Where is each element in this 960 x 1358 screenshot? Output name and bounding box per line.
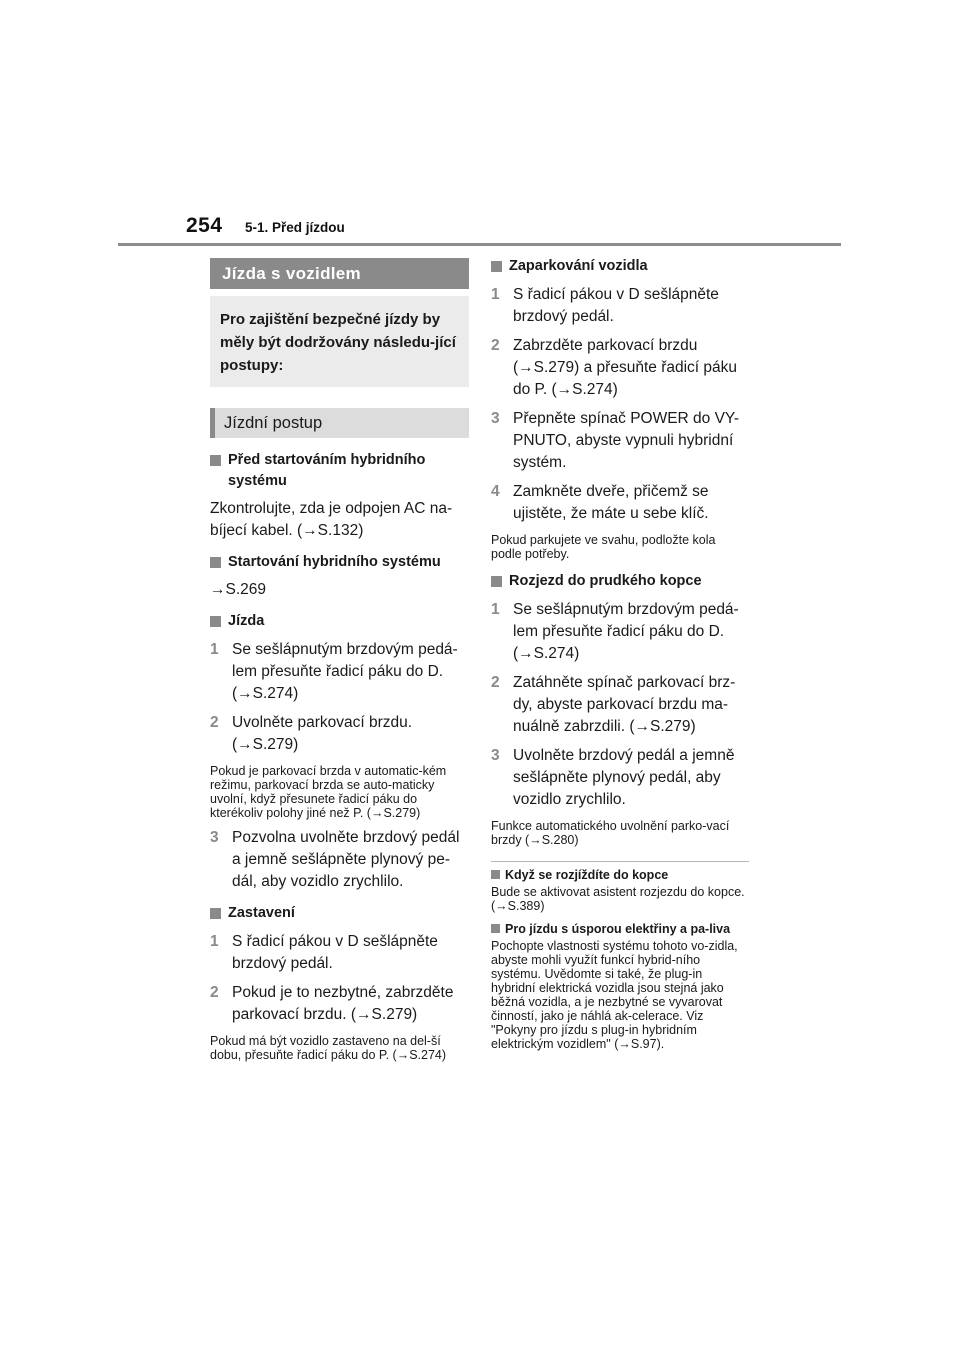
uphill-text: Bude se aktivovat asistent rozjezdu do kopce. (→S.389) xyxy=(491,885,745,913)
heading-stopping: Zastavení xyxy=(210,903,469,924)
hill-step-3: 3 Uvolněte brzdový pedál a jemně sešlápněte plynový pedál, aby vozidlo zrychlilo. xyxy=(491,747,735,808)
parking-note: Pokud parkujete ve svahu, podložte kola podle potřeby. xyxy=(491,533,716,561)
stopping-step-1: 1 S řadicí pákou v D sešlápněte brzdový pedál. xyxy=(210,933,438,972)
section-title: 5-1. Před jízdou xyxy=(245,220,345,235)
square-bullet-icon xyxy=(491,924,500,933)
before-start-text: Zkontrolujte, zda je odpojen AC na-bíjecí kabel. (→S.132) xyxy=(210,500,453,539)
heading-uphill: Když se rozjíždíte do kopce xyxy=(491,868,749,882)
stopping-step-2: 2 Pokud je to nezbytné, zabrzděte parkovací brzdu. (→S.279) xyxy=(210,984,454,1023)
heading-before-start: Před startováním hybridního systému xyxy=(210,450,469,492)
intro-box: Pro zajištění bezpečné jízdy by měly být dodržovány následu-jící postupy: xyxy=(210,296,469,387)
parking-step-4: 4 Zamkněte dveře, přičemž se ujistěte, že máte u sebe klíč. xyxy=(491,483,709,522)
square-bullet-icon xyxy=(491,576,502,587)
driving-step-1: 1 Se sešlápnutým brzdovým pedá-lem přesuňte řadicí páku do D. (→S.274) xyxy=(210,641,458,702)
heading-parking: Zaparkování vozidla xyxy=(491,256,749,277)
square-bullet-icon xyxy=(491,870,500,879)
heading-driving: Jízda xyxy=(210,611,469,632)
page-number: 254 xyxy=(186,214,223,237)
title-banner: Jízda s vozidlem xyxy=(210,258,469,289)
square-bullet-icon xyxy=(210,455,221,466)
square-bullet-icon xyxy=(491,261,502,272)
hill-step-2: 2 Zatáhněte spínač parkovací brz-dy, abyste parkovací brzdu ma-nuálně zabrzdili. (→S.279) xyxy=(491,674,736,735)
procedure-banner: Jízdní postup xyxy=(210,408,469,438)
driving-step-2: 2 Uvolněte parkovací brzdu. (→S.279) xyxy=(210,714,413,753)
hill-step-1: 1 Se sešlápnutým brzdovým pedá-lem přesuňte řadicí páku do D. (→S.274) xyxy=(491,601,739,662)
start-system-ref: →S.269 xyxy=(210,581,267,598)
parking-step-3: 3 Přepněte spínač POWER do VY-PNUTO, abyste vypnuli hybridní systém. xyxy=(491,410,740,471)
square-bullet-icon xyxy=(210,557,221,568)
heading-eco: Pro jízdu s úsporou elektřiny a pa-liva xyxy=(491,922,749,936)
left-column xyxy=(210,258,469,1062)
header-rule xyxy=(118,243,841,246)
parking-step-1: 1 S řadicí pákou v D sešlápněte brzdový pedál. xyxy=(491,286,719,325)
stopping-note: Pokud má být vozidlo zastaveno na del-ší dobu, přesuňte řadicí páku do P. (→S.274) xyxy=(210,1034,447,1062)
driving-note: Pokud je parkovací brzda v automatic-kém režimu, parkovací brzda se auto-maticky uvolní, když přesunete řadicí páku do kterékoliv polohy jiné než P. (→S.279) xyxy=(210,764,447,820)
hill-note: Funkce automatického uvolnění parko-vací brzdy (→S.280) xyxy=(491,819,730,847)
parking-step-2: 2 Zabrzděte parkovací brzdu (→S.279) a přesuňte řadicí páku do P. (→S.274) xyxy=(491,337,738,398)
right-column xyxy=(491,258,749,1051)
square-bullet-icon xyxy=(210,908,221,919)
section-divider xyxy=(491,861,749,862)
heading-hill-start: Rozjezd do prudkého kopce xyxy=(491,571,749,592)
driving-step-3: 3 Pozvolna uvolněte brzdový pedál a jemně sešlápněte plynový pe-dál, aby vozidlo zrychlilo. xyxy=(210,829,460,890)
heading-start-system: Startování hybridního systému xyxy=(210,552,469,573)
square-bullet-icon xyxy=(210,616,221,627)
eco-text: Pochopte vlastnosti systému tohoto vo-zidla, abyste mohli využít funkcí hybrid-ního systému. Uvědomte si také, že plug-in hybridní elektrická vozidla jsou stejná jako běžná vozidla, a je nezbytné se vyvarovat činností, jako je náhlá ak-celerace. Viz "Pokyny pro jízdu s plug-in hybridním elektrickým vozidlem" (→S.97). xyxy=(491,939,738,1051)
